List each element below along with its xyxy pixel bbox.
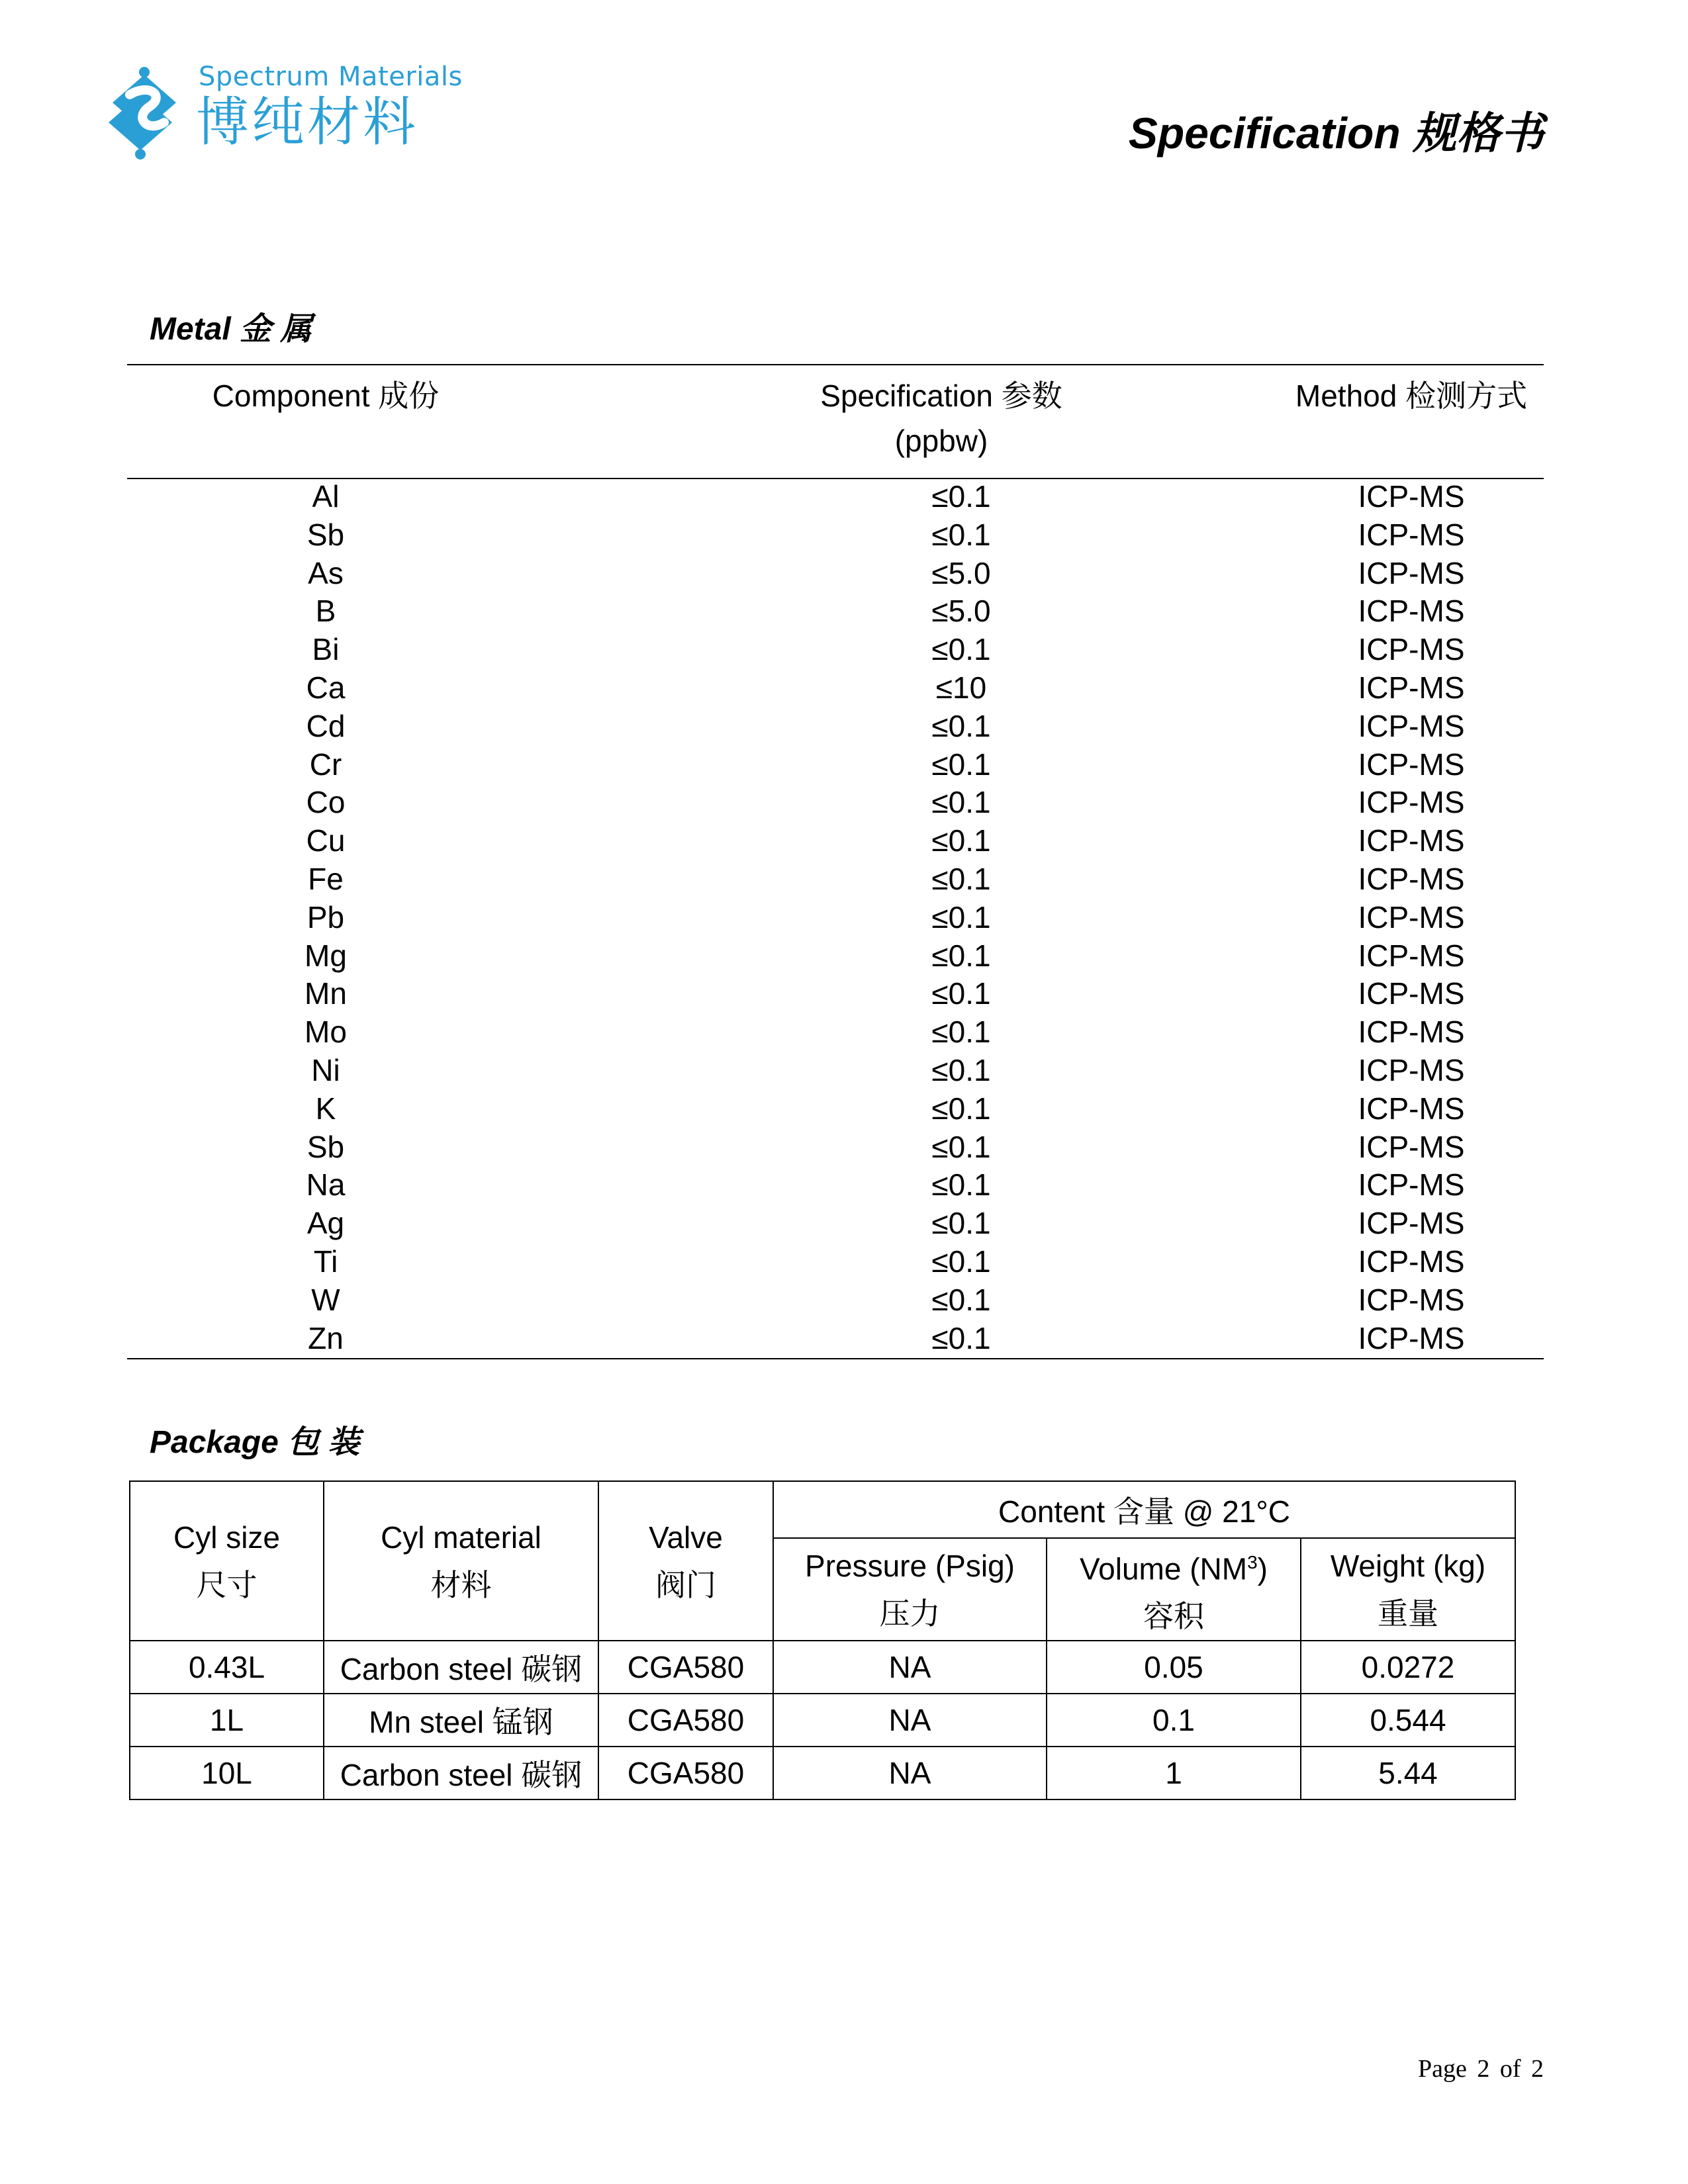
spec-cell: ≤0.1 [931,1206,991,1241]
volume-cell: 0.1 [1047,1694,1301,1747]
table-row [127,860,1544,899]
header-specification-label: Specification 参数 [820,379,1062,413]
header-weight-cn: 重量 [1378,1596,1438,1631]
table-row [127,784,1544,822]
component-cell: Ni [311,1052,340,1087]
header-cyl-size [130,1481,324,1641]
metal-table-body [127,478,1544,1357]
table-row [127,1320,1544,1358]
header-cyl-material [324,1481,598,1641]
component-cell: Sb [306,517,345,552]
component-cell: Al [312,479,340,514]
method-cell: ICP-MS [1358,1167,1465,1203]
spec-cell: ≤0.1 [931,823,991,858]
package-table [129,1480,1516,1800]
method-cell: ICP-MS [1358,823,1465,858]
table-row [127,1052,1544,1090]
header-volume-paren: ) [1257,1551,1268,1586]
spec-cell: ≤0.1 [931,1052,991,1087]
weight-cell: 0.0272 [1301,1641,1515,1694]
spec-cell: ≤0.1 [931,747,991,782]
method-cell: ICP-MS [1358,555,1465,590]
component-cell: Sb [306,1129,345,1164]
table-row [127,1013,1544,1052]
header-component: Component 成份 [212,379,440,413]
header-specification-unit: (ppbw) [894,424,988,458]
page-number: Page 2 of 2 [1417,2055,1544,2083]
weight-cell: 0.544 [1301,1694,1515,1747]
component-cell: Ti [313,1244,338,1279]
header-pressure [773,1538,1047,1641]
header-cyl-size-cn: 尺寸 [196,1567,258,1602]
volume-cell: 1 [1047,1747,1301,1799]
package-header-row [130,1481,1515,1538]
spec-cell: ≤0.1 [931,708,991,743]
component-cell: Ca [306,670,346,705]
spec-cell: ≤0.1 [931,1091,991,1126]
table-bottom-rule [127,1358,1544,1359]
size-cell: 1L [130,1694,324,1747]
method-cell: ICP-MS [1358,632,1465,667]
logo-mark-icon [86,56,199,169]
spec-cell: ≤10 [935,670,987,705]
table-row [130,1694,1515,1747]
header-weight-en: Weight (kg) [1330,1548,1486,1583]
header-valve-en: Valve [649,1520,723,1555]
table-row [130,1641,1515,1694]
method-cell: ICP-MS [1358,517,1465,552]
metal-table-header [127,373,1544,473]
component-cell: Fe [308,861,344,896]
spec-cell: ≤0.1 [931,479,991,514]
material-cell: Carbon steel 碳钢 [324,1641,598,1694]
spec-cell: ≤0.1 [931,1282,991,1317]
method-cell: ICP-MS [1358,1091,1465,1126]
spec-cell: ≤0.1 [931,1167,991,1203]
table-row [127,516,1544,555]
component-cell: Cr [309,747,342,782]
table-row [127,707,1544,746]
method-cell: ICP-MS [1358,785,1465,820]
spec-cell: ≤0.1 [931,1015,991,1050]
table-row [127,1205,1544,1243]
header-volume-cn: 容积 [1143,1599,1204,1634]
table-top-rule [127,364,1544,365]
table-row [127,746,1544,784]
method-cell: ICP-MS [1358,670,1465,705]
header-volume-label: Volume (NM [1080,1551,1248,1586]
metal-section-title: Metal 金 属 [150,312,312,347]
method-cell: ICP-MS [1358,747,1465,782]
spec-cell: ≤0.1 [931,1320,991,1355]
method-cell: ICP-MS [1358,1052,1465,1087]
method-cell: ICP-MS [1358,1206,1465,1241]
header-valve-cn: 阀门 [655,1567,716,1602]
table-row [127,478,1544,516]
header-method: Method 检测方式 [1295,379,1528,413]
method-cell: ICP-MS [1358,861,1465,896]
spec-cell: ≤0.1 [931,861,991,896]
brand-name-cn: 博纯材料 [196,91,418,153]
method-cell: ICP-MS [1358,976,1465,1011]
component-cell: Na [306,1167,346,1203]
table-row [127,631,1544,669]
method-cell: ICP-MS [1358,1129,1465,1164]
table-row [127,975,1544,1013]
method-cell: ICP-MS [1358,1015,1465,1050]
size-cell: 10L [130,1747,324,1799]
pressure-cell: NA [773,1747,1047,1799]
spec-cell: ≤0.1 [931,517,991,552]
company-logo [86,56,463,169]
table-row [127,1166,1544,1205]
material-cell: Carbon steel 碳钢 [324,1747,598,1799]
package-table-body [130,1641,1515,1799]
component-cell: As [308,555,344,590]
header-cyl-material-en: Cyl material [381,1520,541,1555]
table-row [127,592,1544,631]
component-cell: B [315,594,336,629]
valve-cell: CGA580 [598,1694,773,1747]
table-row [130,1747,1515,1799]
spec-cell: ≤0.1 [931,976,991,1011]
component-cell: Pb [306,899,345,934]
spec-cell: ≤0.1 [931,899,991,934]
spec-cell: ≤0.1 [931,632,991,667]
valve-cell: CGA580 [598,1641,773,1694]
spec-cell: ≤0.1 [931,1244,991,1279]
header-volume [1047,1538,1301,1641]
component-cell: W [311,1282,340,1317]
method-cell: ICP-MS [1358,899,1465,934]
method-cell: ICP-MS [1358,594,1465,629]
header-pressure-en: Pressure (Psig) [805,1548,1015,1583]
spec-cell: ≤5.0 [931,555,991,590]
material-cell: Mn steel 锰钢 [324,1694,598,1747]
table-row [127,1243,1544,1281]
method-cell: ICP-MS [1358,479,1465,514]
header-valve [598,1481,773,1641]
table-row [127,1281,1544,1320]
volume-cell: 0.05 [1047,1641,1301,1694]
header-cyl-size-en: Cyl size [173,1520,281,1555]
header-volume-superscript: 3 [1247,1552,1258,1572]
header-weight [1301,1538,1515,1641]
weight-cell: 5.44 [1301,1747,1515,1799]
component-cell: Mg [305,938,347,973]
brand-name-en: Spectrum Materials [199,62,463,92]
spec-cell: ≤0.1 [931,785,991,820]
component-cell: Mn [305,976,347,1011]
pressure-cell: NA [773,1641,1047,1694]
method-cell: ICP-MS [1358,938,1465,973]
method-cell: ICP-MS [1358,708,1465,743]
component-cell: Cd [306,708,346,743]
component-cell: Mo [305,1015,347,1050]
table-row [127,1090,1544,1128]
table-row [127,899,1544,937]
method-cell: ICP-MS [1358,1320,1465,1355]
header-content: Content 含量 @ 21°C [773,1481,1515,1538]
valve-cell: CGA580 [598,1747,773,1799]
header-pressure-cn: 压力 [879,1596,941,1631]
method-cell: ICP-MS [1358,1282,1465,1317]
header-volume-en [1047,1539,1300,1592]
header-cyl-material-cn: 材料 [430,1567,492,1602]
component-cell: Cu [306,823,346,858]
pressure-cell: NA [773,1694,1047,1747]
spec-cell: ≤0.1 [931,1129,991,1164]
component-cell: Zn [308,1320,344,1355]
size-cell: 0.43L [130,1641,324,1694]
component-cell: K [315,1091,336,1126]
component-cell: Co [306,785,346,820]
table-row [127,555,1544,593]
spec-cell: ≤0.1 [931,938,991,973]
table-row [127,822,1544,860]
component-cell: Ag [306,1206,345,1241]
method-cell: ICP-MS [1358,1244,1465,1279]
table-row [127,669,1544,707]
table-row [127,1128,1544,1167]
component-cell: Bi [312,632,340,667]
spec-cell: ≤5.0 [931,594,991,629]
document-title: Specification 规格书 [1128,109,1544,158]
package-section-title: Package 包 装 [150,1425,360,1460]
table-row [127,937,1544,976]
